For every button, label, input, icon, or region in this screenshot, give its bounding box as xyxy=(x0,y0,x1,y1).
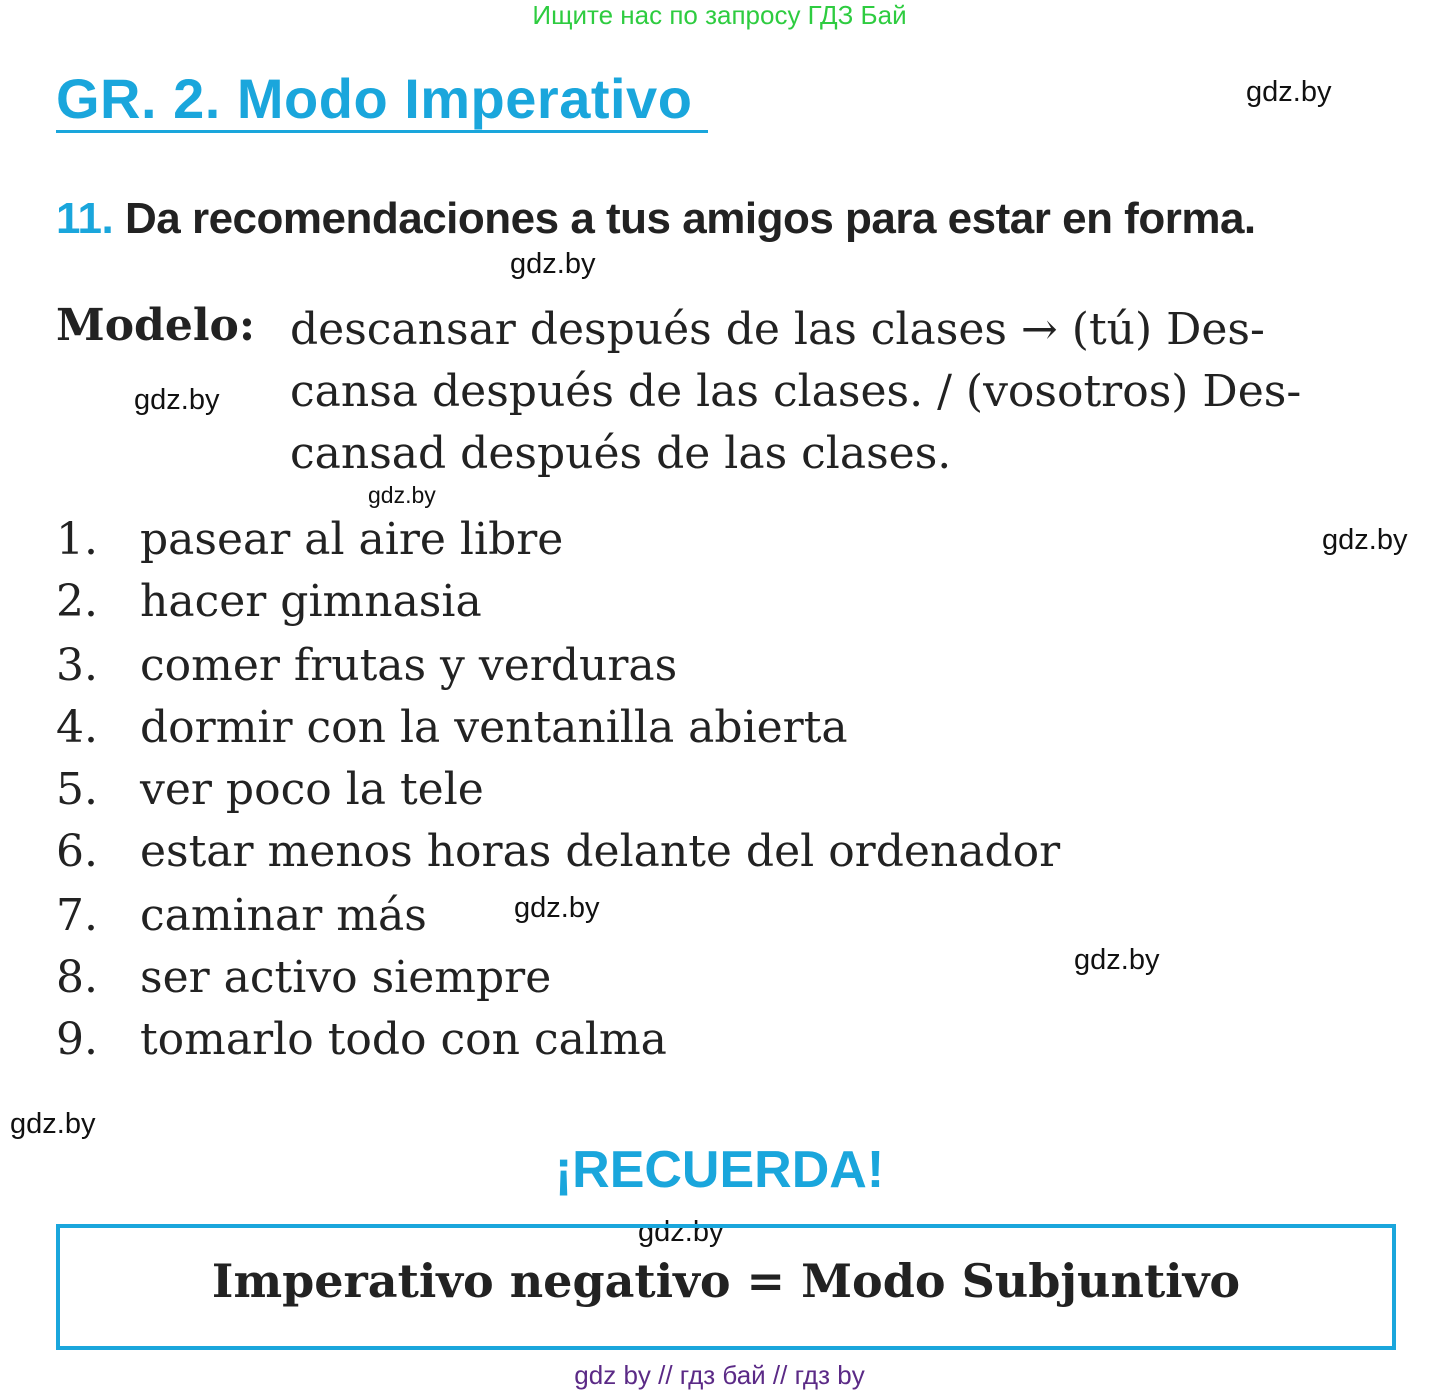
list-item-number: 9. xyxy=(56,1014,98,1065)
modelo-line: descansar después de las clases → (tú) Des- xyxy=(290,304,1265,355)
watermark: gdz.by xyxy=(1074,944,1160,976)
list-item: comer frutas y verduras xyxy=(140,640,678,691)
exercise-number: 11. xyxy=(56,194,114,243)
list-item-number: 1. xyxy=(56,514,98,565)
watermark: gdz.by xyxy=(514,892,600,924)
list-item: caminar más xyxy=(140,890,427,941)
title-underline xyxy=(56,130,708,133)
modelo-label: Modelo: xyxy=(56,300,256,351)
modelo-line: cansa después de las clases. / (vosotros) Des- xyxy=(290,366,1302,417)
list-item-number: 8. xyxy=(56,952,98,1003)
recuerda-heading: ¡RECUERDA! xyxy=(554,1141,885,1199)
list-item-number: 3. xyxy=(56,640,98,691)
list-item-number: 7. xyxy=(56,890,98,941)
modelo-line: cansad después de las clases. xyxy=(290,428,952,479)
list-item: pasear al aire libre xyxy=(140,514,564,565)
watermark: gdz.by xyxy=(510,248,596,280)
top-banner: Ищите нас по запросу ГДЗ Бай xyxy=(532,0,907,30)
list-item: dormir con la ventanilla abierta xyxy=(140,702,848,753)
watermark: gdz.by xyxy=(368,482,436,508)
watermark: gdz.by xyxy=(134,384,220,416)
list-item: ser activo siempre xyxy=(140,952,552,1003)
list-item: estar menos horas delante del ordenador xyxy=(140,826,1061,877)
list-item-number: 5. xyxy=(56,764,98,815)
list-item: hacer gimnasia xyxy=(140,576,482,627)
watermark: gdz.by xyxy=(1246,76,1332,108)
exercise-heading xyxy=(56,194,1256,244)
exercise-instruction: Da recomendaciones a tus amigos para estar en forma. xyxy=(124,194,1256,243)
watermark: gdz.by xyxy=(10,1108,96,1140)
section-title: GR. 2. Modo Imperativo xyxy=(56,67,693,130)
list-item: ver poco la tele xyxy=(140,764,484,815)
footer: gdz by // гдз бай // гдз by xyxy=(574,1360,865,1390)
list-item-number: 4. xyxy=(56,702,98,753)
list-item-number: 6. xyxy=(56,826,98,877)
rule-text: Imperativo negativo = Modo Subjuntivo xyxy=(211,1254,1241,1308)
list-item-number: 2. xyxy=(56,576,98,627)
list-item: tomarlo todo con calma xyxy=(140,1014,667,1065)
watermark: gdz.by xyxy=(638,1216,724,1248)
watermark: gdz.by xyxy=(1322,524,1408,556)
